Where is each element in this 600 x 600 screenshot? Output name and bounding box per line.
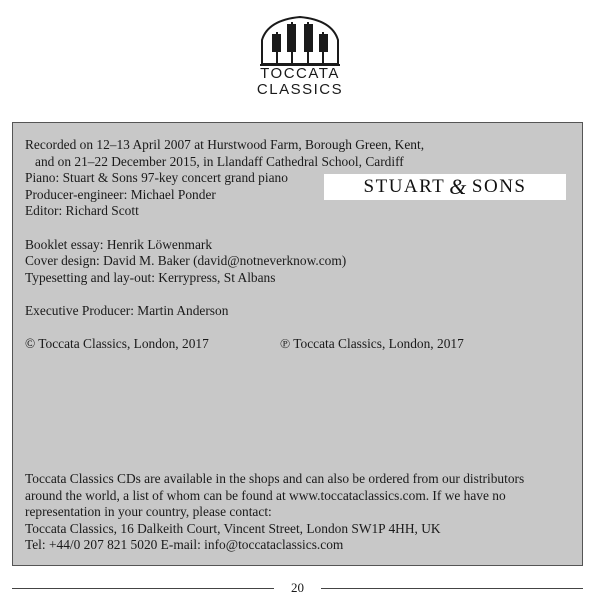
piano-credit: Piano: Stuart & Sons 97-key concert grand piano — [25, 170, 288, 186]
brand-word-sons: SONS — [471, 176, 527, 197]
footer-rule-right — [321, 588, 583, 589]
contact-phone-email: Tel: +44/0 207 821 5020 E-mail: info@toccataclassics.com — [25, 537, 344, 553]
footer-rule-left — [12, 588, 274, 589]
typesetting-credit: Typesetting and lay-out: Kerrypress, St Albans — [25, 269, 276, 285]
booklet-credit: Booklet essay: Henrik Löwenmark — [25, 236, 213, 252]
piano-keys-icon — [258, 14, 342, 66]
distribution-info — [25, 471, 573, 554]
cover-credit: Cover design: David M. Baker (david@notneverknow.com) — [25, 253, 347, 269]
distribution-line: Toccata Classics CDs are available in the shops and can also be ordered from our distributors — [25, 471, 525, 486]
page-footer — [12, 580, 583, 596]
phonogram-notice: ℗ Toccata Classics, London, 2017 — [280, 336, 464, 352]
distribution-line: representation in your country, please contact: — [25, 504, 272, 520]
brand-word-stuart: STUART — [363, 176, 446, 197]
logo-text-classics: CLASSICS — [256, 81, 344, 98]
producer-credit: Producer-engineer: Michael Ponder — [25, 186, 216, 202]
distribution-line: around the world, a list of whom can be found at www.toccataclassics.com. If we have no — [25, 487, 506, 503]
stuart-sons-logo — [324, 174, 566, 200]
spacer — [25, 220, 570, 237]
recording-location-line-1: Recorded on 12–13 April 2007 at Hurstwood Farm, Borough Green, Kent, — [25, 137, 425, 152]
spacer — [25, 320, 570, 337]
contact-address: Toccata Classics, 16 Dalkeith Court, Vincent Street, London SW1P 4HH, UK — [25, 520, 441, 536]
spacer — [25, 286, 570, 303]
brand-ampersand: & — [449, 174, 468, 199]
copyright-notice: © Toccata Classics, London, 2017 — [25, 336, 209, 352]
copyright-row — [25, 336, 570, 353]
executive-producer-credit: Executive Producer: Martin Anderson — [25, 302, 229, 318]
editor-credit: Editor: Richard Scott — [25, 203, 139, 219]
credits-panel — [12, 122, 583, 566]
page-number: 20 — [291, 580, 304, 595]
credits-block — [25, 137, 570, 353]
toccata-classics-logo — [0, 14, 600, 98]
recording-location-line-2: and on 21–22 December 2015, in Llandaff Cathedral School, Cardiff — [35, 153, 404, 169]
logo-text-toccata: TOCCATA — [260, 65, 340, 82]
